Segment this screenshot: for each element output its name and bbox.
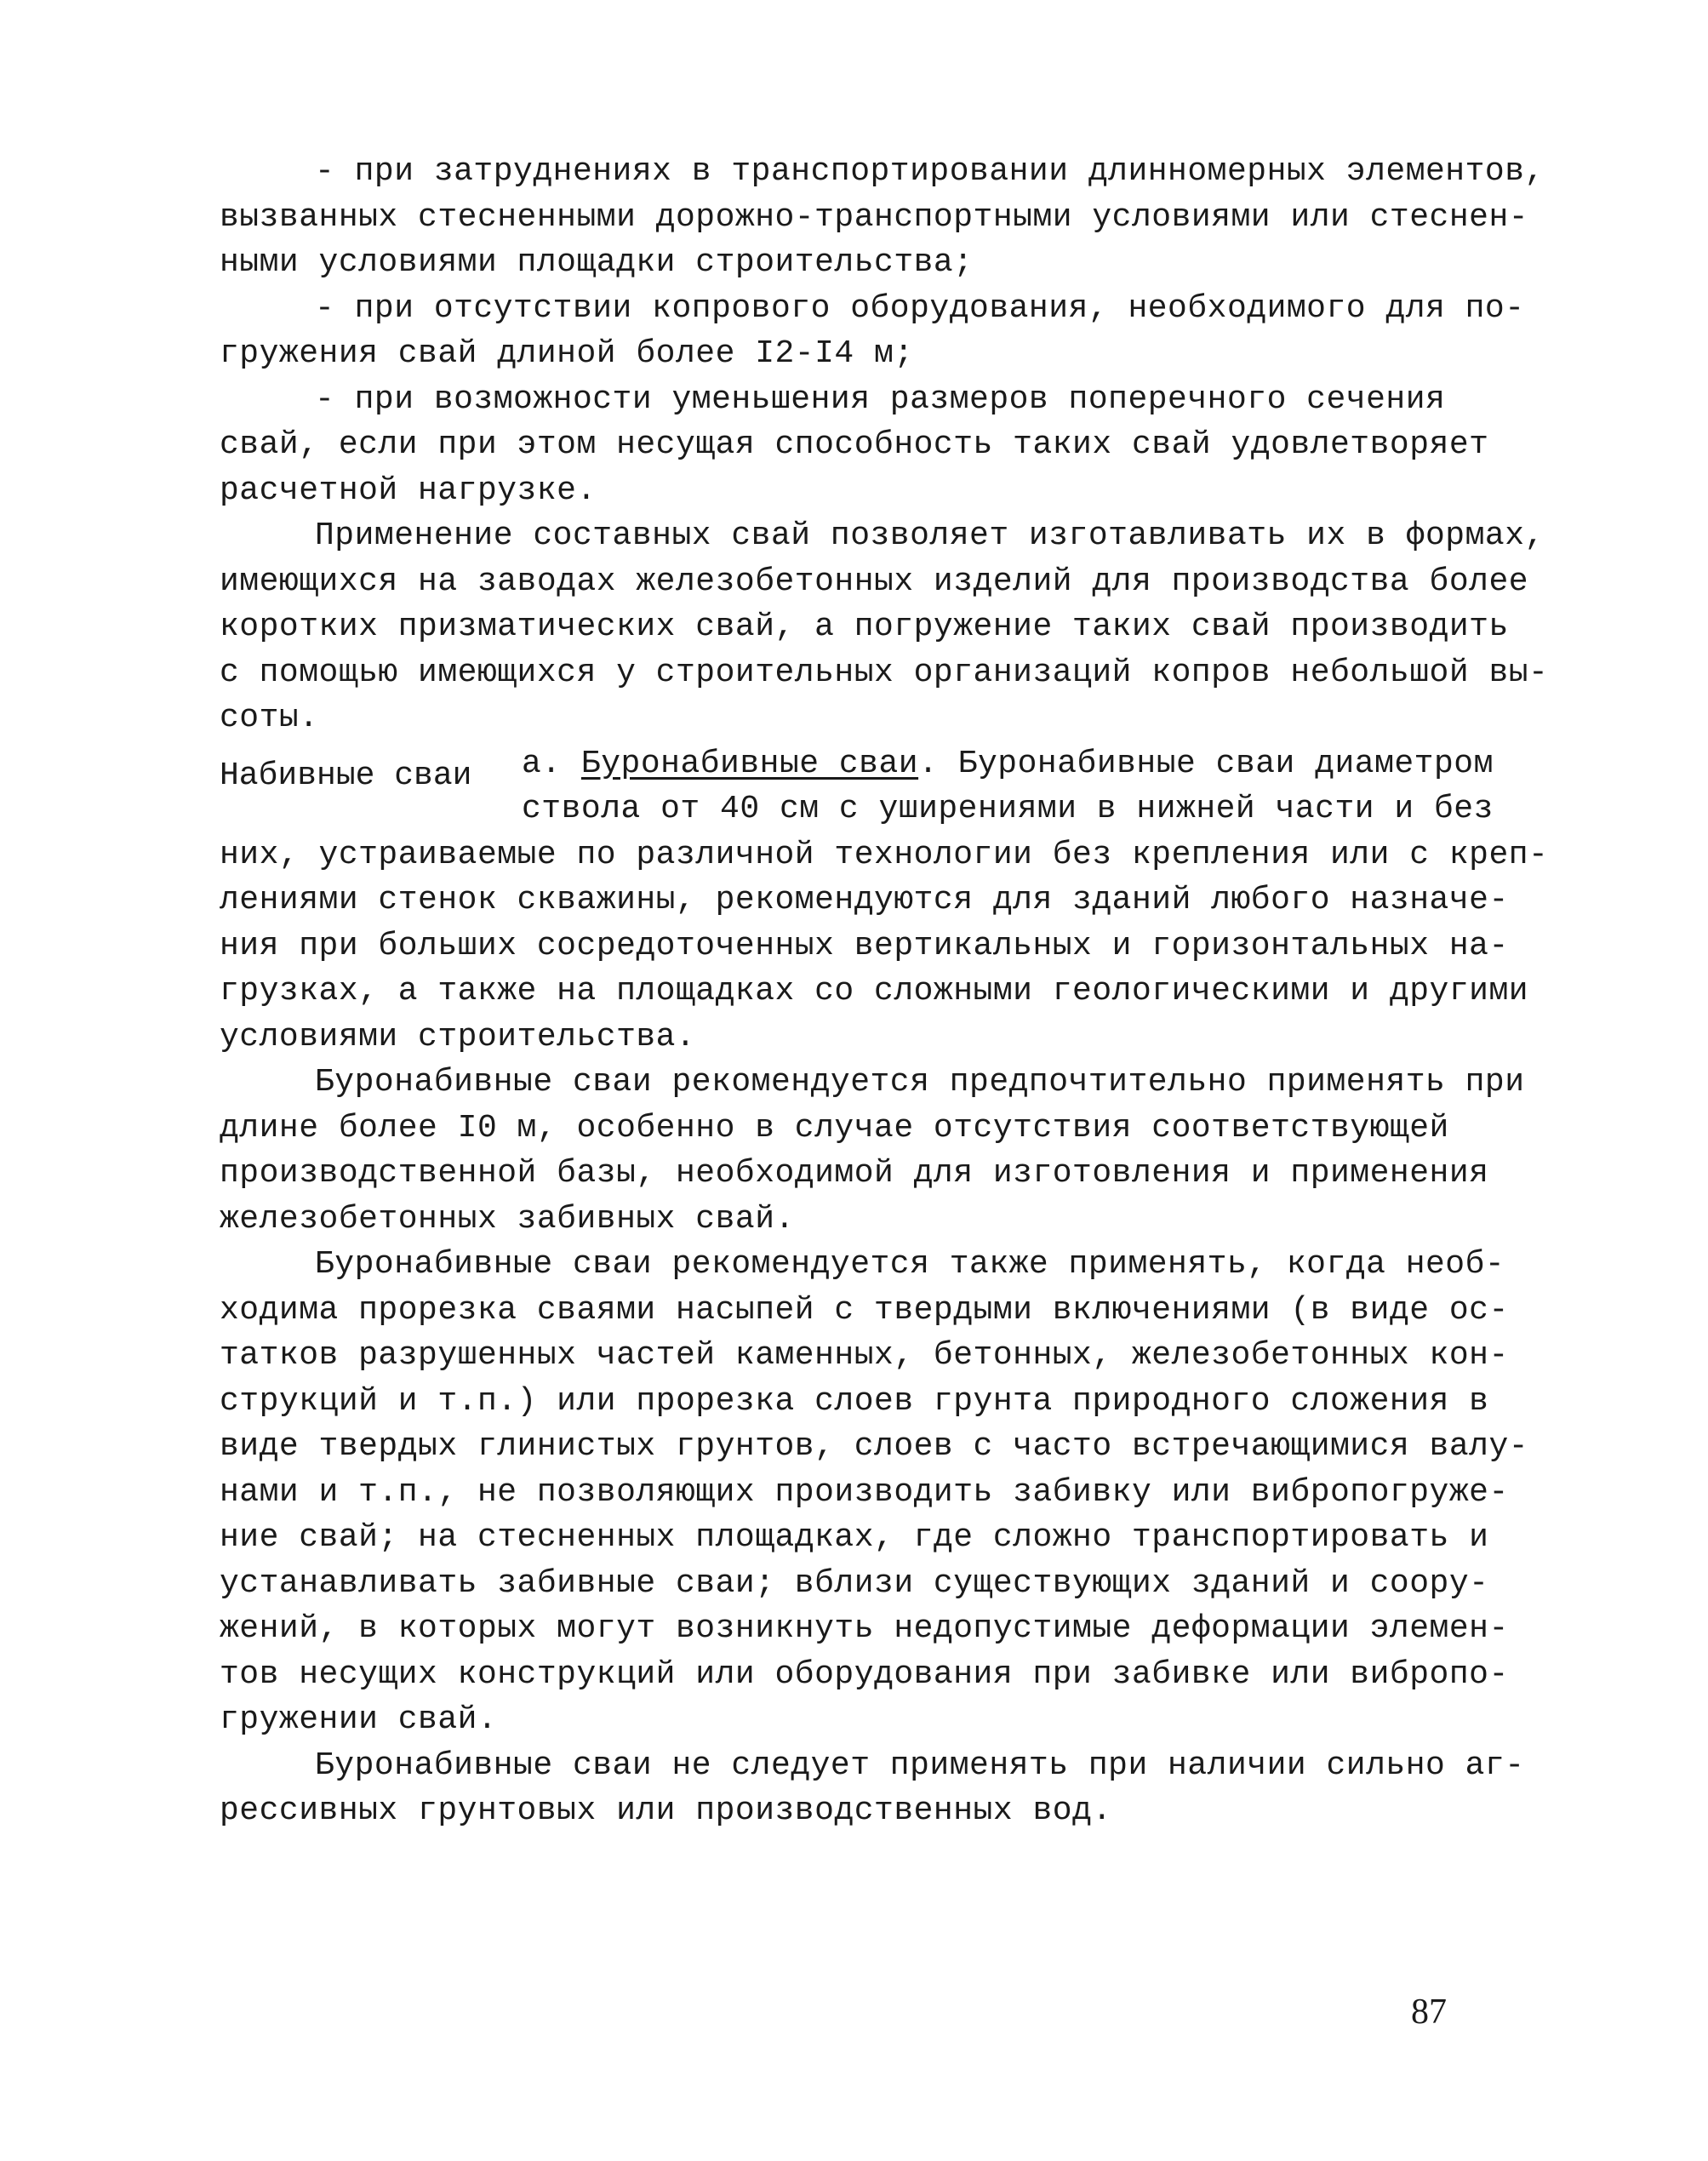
text-line: нами и т.п., не позволяющих производить забивку или вибропогруже- (220, 1473, 1509, 1511)
section-item-intro (522, 741, 1494, 832)
text-line: грузках, а также на площадках со сложными геологическими и другими (220, 973, 1529, 1009)
text-line: гружении свай. (220, 1701, 498, 1738)
page-number: 87 (1411, 1992, 1447, 2032)
text-line: тов несущих конструкций или оборудования при забивке или вибропо- (220, 1655, 1509, 1693)
text-line: виде твердых глинистых грунтов, слоев с часто встречающимися валу- (220, 1428, 1529, 1465)
text-line: ствола от 40 см с уширениями в нижней части и без (522, 791, 1494, 827)
paragraph-3 (220, 377, 1489, 514)
text-line: устанавливать забивные сваи; вблизи существующих зданий и соору- (220, 1564, 1489, 1602)
paragraph-6 (220, 1242, 1529, 1743)
text-line: - при возможности уменьшения размеров поперечного сечения (315, 380, 1446, 418)
text-line: Буронабивные сваи не следует применять при наличии сильно аг- (315, 1747, 1525, 1784)
paragraph-1 (220, 149, 1545, 286)
text-line: условиями строительства. (220, 1018, 696, 1055)
item-title: Буронабивные сваи (580, 745, 919, 782)
text-line: Буронабивные сваи рекомендуется также применять, когда необ- (315, 1246, 1505, 1283)
item-after-title: . Буронабивные сваи диаметром (918, 745, 1494, 782)
paragraph-2 (220, 286, 1525, 377)
text-line: гружения свай длиной более I2-I4 м; (220, 335, 914, 372)
text-line: Применение составных свай позволяет изготавливать их в формах, (315, 517, 1545, 554)
text-line: имеющихся на заводах железобетонных изделий для производства более (220, 563, 1529, 600)
text-line: с помощью имеющихся у строительных организаций копров небольшой вы- (220, 654, 1549, 691)
text-line: ходима прорезка сваями насыпей с твердыми включениями (в виде ос- (220, 1291, 1509, 1329)
text-line: жений, в которых могут возникнуть недопустимые деформации элемен- (220, 1610, 1509, 1647)
text-line: струкций и т.п.) или прорезка слоев грунта природного сложения в (220, 1382, 1489, 1420)
paragraph-4 (220, 513, 1549, 741)
page-body (220, 149, 1549, 1834)
section-heading-block (220, 741, 1494, 832)
text-line: расчетной нагрузке. (220, 472, 597, 509)
text-line: длине более I0 м, особенно в случае отсутствия соответствующей (220, 1109, 1449, 1146)
text-line: ние свай; на стесненных площадках, где сложно транспортировать и (220, 1519, 1489, 1556)
text-line: производственной базы, необходимой для изготовления и применения (220, 1155, 1489, 1192)
section-continuation (220, 832, 1549, 1060)
text-line: железобетонных забивных свай. (220, 1200, 795, 1238)
text-line: них, устраиваемые по различной технологии без крепления или с креп- (220, 836, 1549, 873)
text-line: вызванных стесненными дорожно-транспортными условиями или стеснен- (220, 198, 1529, 236)
text-line: Буронабивные сваи рекомендуется предпочтительно применять при (315, 1064, 1525, 1101)
text-line: свай, если при этом несущая способность таких свай удовлетворяет (220, 426, 1489, 463)
text-line: - при отсутствии копрового оборудования, необходимого для по- (315, 289, 1525, 327)
text-line: коротких призматических свай, а погружение таких свай производить (220, 609, 1509, 645)
text-line: ными условиями площадки строительства; (220, 244, 974, 281)
text-line: рессивных грунтовых или производственных вод. (220, 1792, 1112, 1829)
paragraph-7 (220, 1743, 1525, 1834)
text-line: лениями стенок скважины, рекомендуются для зданий любого назначе- (220, 882, 1509, 918)
text-line: - при затруднениях в транспортировании длинномерных элементов, (315, 153, 1545, 190)
text-line: татков разрушенных частей каменных, бетонных, железобетонных кон- (220, 1337, 1509, 1374)
text-line: ния при больших сосредоточенных вертикальных и горизонтальных на- (220, 927, 1509, 964)
text-line (522, 741, 1494, 787)
paragraph-5 (220, 1060, 1525, 1242)
text-line: соты. (220, 700, 319, 736)
item-prefix: а. (522, 745, 581, 782)
side-heading: Набивные сваи (220, 757, 472, 794)
